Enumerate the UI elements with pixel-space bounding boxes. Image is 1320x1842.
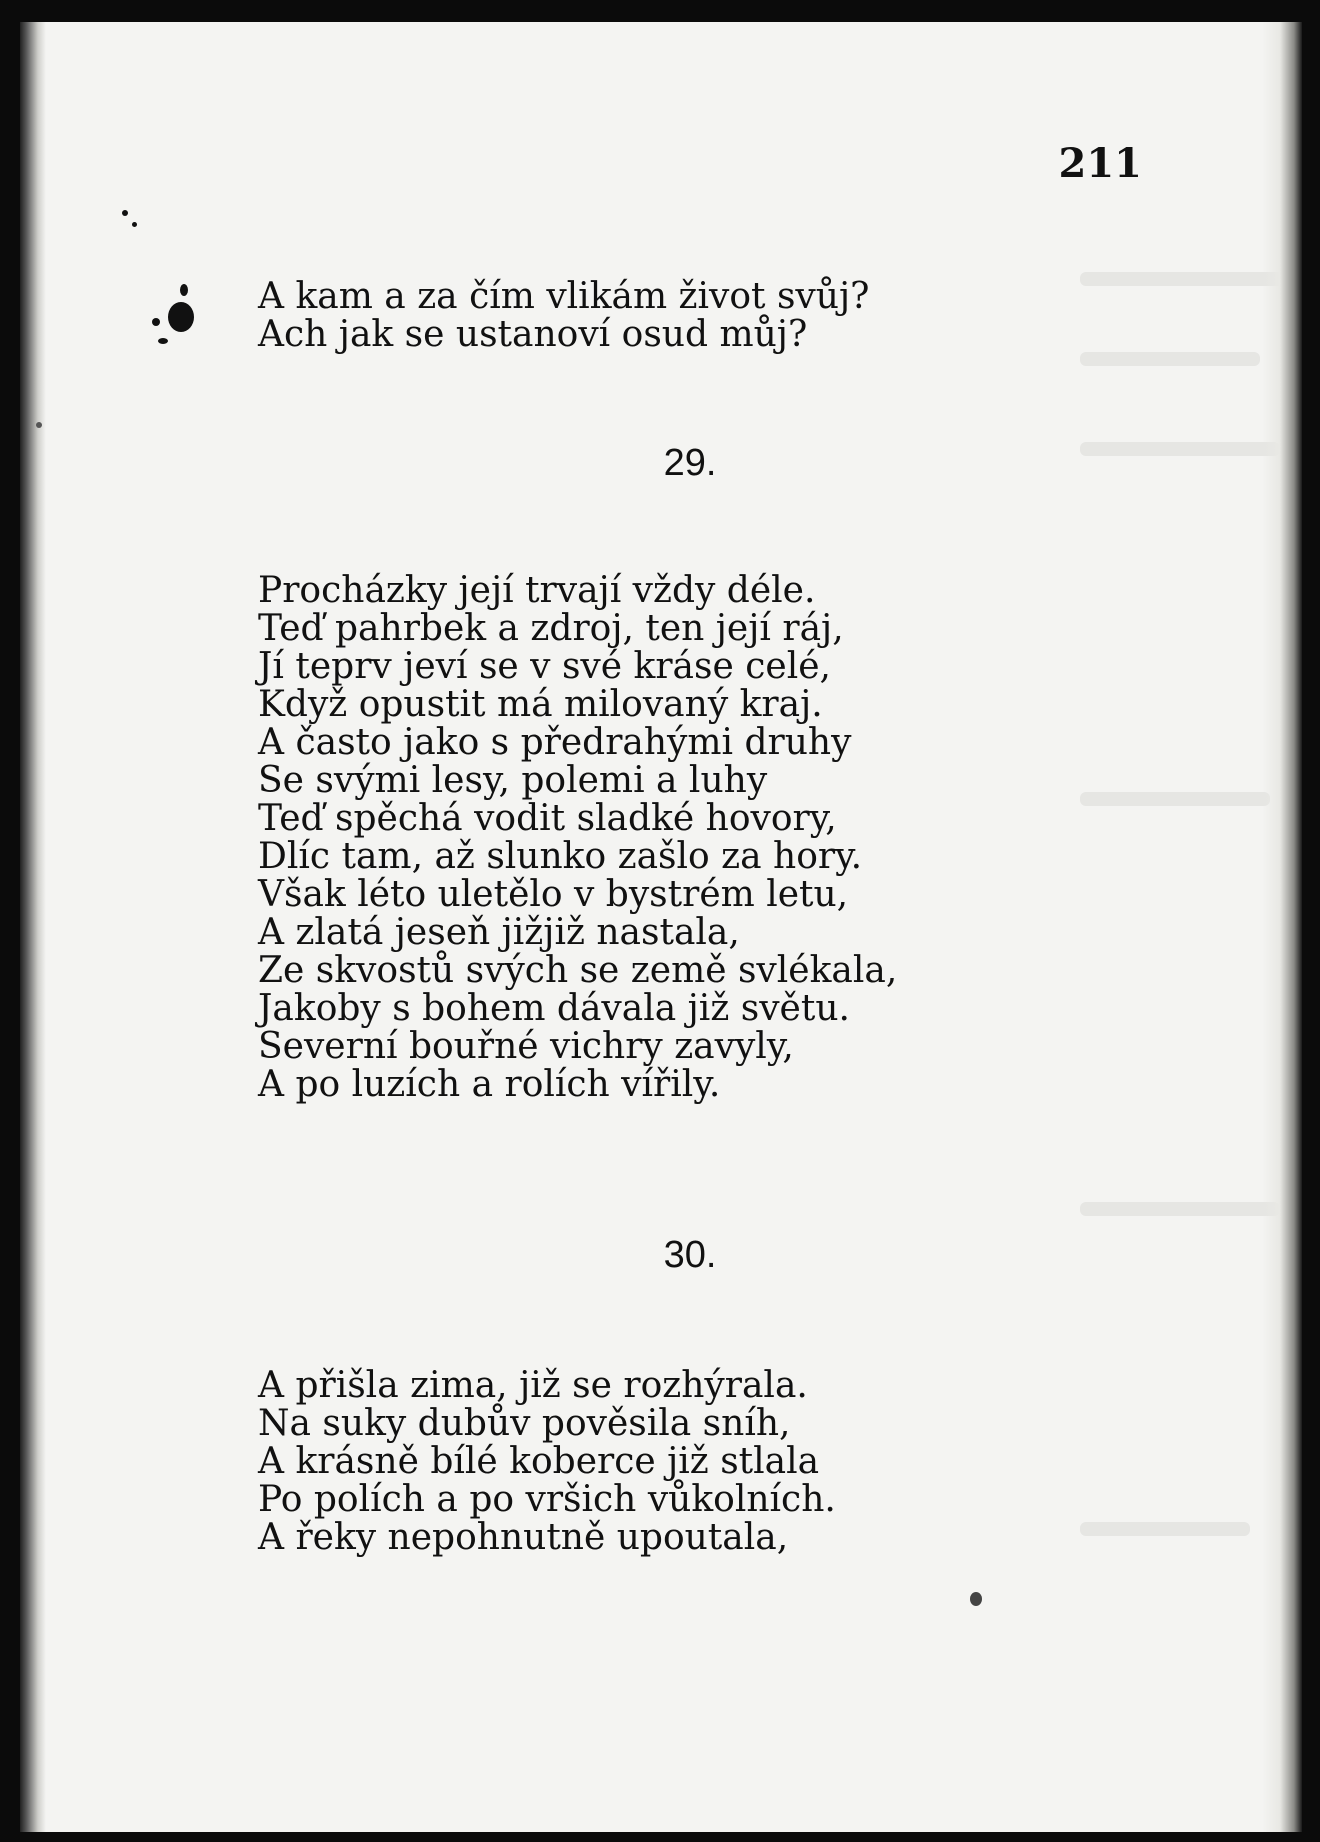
verse-line: A často jako s předrahými druhy: [258, 722, 852, 763]
verse-line: A krásně bílé koberce již stlala: [258, 1441, 820, 1482]
show-through-text: [1080, 1522, 1250, 1536]
book-page: [20, 22, 1302, 1832]
verse-line: A řeky nepohnutně upoutala,: [258, 1517, 789, 1558]
show-through-text: [1080, 352, 1260, 366]
ink-blot: [152, 318, 160, 326]
verse-line: Severní bouřné vichry zavyly,: [258, 1026, 794, 1067]
verse-line: A přišla zima, již se rozhýrala.: [258, 1365, 808, 1406]
opening-lines: [258, 278, 869, 354]
ink-blot: [158, 338, 168, 344]
verse-line: A kam a za čím vlikám život svůj?: [258, 276, 870, 317]
show-through-text: [1080, 272, 1290, 286]
stanza-30: [258, 1367, 836, 1557]
verse-line: Když opustit má milovaný kraj.: [258, 684, 823, 725]
verse-line: Jí teprv jeví se v své kráse celé,: [258, 646, 831, 687]
verse-line: A zlatá jeseň jižjiž nastala,: [258, 912, 740, 953]
verse-line: Ze skvostů svých se země svlékala,: [258, 950, 898, 991]
ink-blot: [168, 302, 194, 332]
ink-blot: [122, 210, 128, 216]
ink-speck: [36, 422, 42, 428]
show-through-text: [1080, 442, 1280, 456]
verse-line: Ach jak se ustanoví osud můj?: [258, 314, 808, 355]
page-number: 211: [1058, 140, 1142, 187]
ink-blot: [132, 222, 137, 227]
verse-line: Se svými lesy, polemi a luhy: [258, 760, 768, 801]
verse-line: Dlíc tam, až slunko zašlo za hory.: [258, 836, 863, 877]
stanza-29: [258, 572, 897, 1104]
stanza-number-30: 30.: [663, 1234, 717, 1276]
verse-line: Však léto uletělo v bystrém letu,: [258, 874, 849, 915]
ink-speck: [970, 1592, 982, 1606]
verse-line: Na suky dubův pověsila sníh,: [258, 1403, 791, 1444]
verse-line: Teď pahrbek a zdroj, ten její ráj,: [258, 608, 844, 649]
verse-line: Teď spěchá vodit sladké hovory,: [258, 798, 837, 839]
verse-line: A po luzích a rolích vířily.: [258, 1064, 721, 1105]
stanza-number-29: 29.: [663, 442, 717, 484]
verse-line: Procházky její trvají vždy déle.: [258, 570, 816, 611]
verse-line: Jakoby s bohem dávala již světu.: [258, 988, 850, 1029]
show-through-text: [1080, 792, 1270, 806]
show-through-text: [1080, 1202, 1280, 1216]
ink-blot: [180, 284, 188, 296]
verse-line: Po polích a po vršich vůkolních.: [258, 1479, 836, 1520]
